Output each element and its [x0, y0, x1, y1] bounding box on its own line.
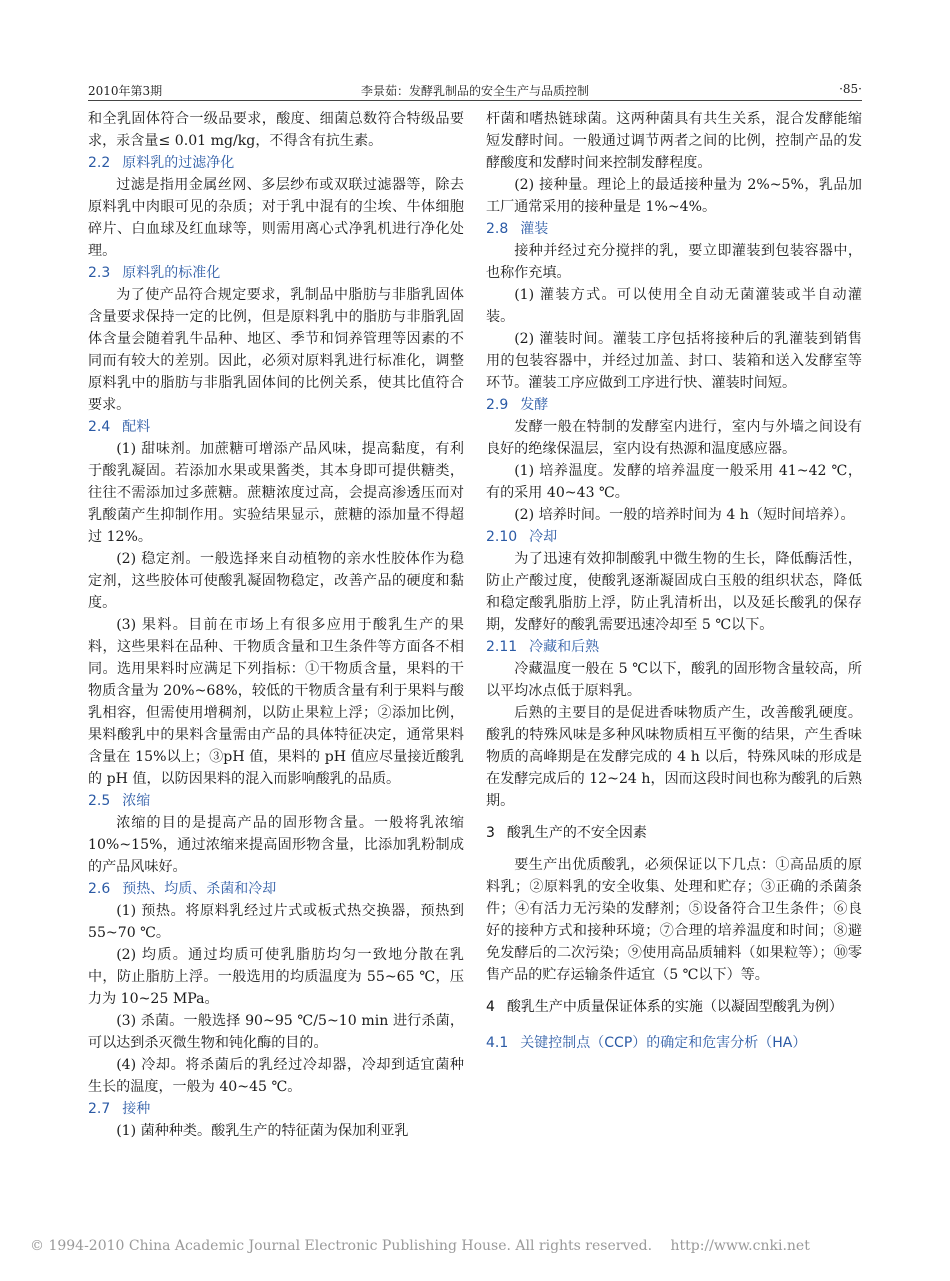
paragraph: (2) 稳定剂。一般选择来自动植物的亲水性胶体作为稳定剂，这些胶体可使酸乳凝固物稳定，改善产品的硬度和黏度。: [88, 551, 464, 611]
copyright-footer: [30, 1238, 824, 1254]
paragraph: (1) 菌种种类。酸乳生产的特征菌为保加利亚乳: [116, 1123, 409, 1139]
journal-issue: 2010年第3期: [88, 84, 163, 98]
section-heading-2-11: 2.11 冷藏和后熟: [486, 639, 600, 655]
paragraph: (4) 冷却。将杀菌后的乳经过冷却器，冷却到适宜菌种生长的温度，一般为 40~45 ℃。: [88, 1057, 464, 1095]
section-heading-2-8: 2.8 灌装: [486, 221, 549, 237]
copyright-text: © 1994-2010 China Academic Journal Electronic Publishing House. All rights reserved.: [30, 1238, 653, 1254]
paragraph: 发酵一般在特制的发酵室内进行，室内与外墙之间设有良好的绝缘保温层，室内设有热源和温度感应器。: [486, 419, 862, 457]
header-rule: [88, 100, 862, 101]
section-heading-4: 4 酸乳生产中质量保证体系的实施（以凝固型酸乳为例）: [486, 999, 843, 1015]
article-title: 李景茹：发酵乳制品的安全生产与品质控制: [360, 84, 589, 98]
paragraph: (1) 灌装方式。可以使用全自动无菌灌装或半自动灌装。: [486, 287, 862, 325]
running-header: [88, 82, 862, 98]
section-heading-4-1: 4.1 关键控制点（CCP）的确定和危害分析（HA）: [486, 1035, 807, 1051]
paragraph: 为了使产品符合规定要求，乳制品中脂肪与非脂乳固体含量要求保持一定的比例，但是原料乳中的脂肪与非脂乳固体含量会随着乳牛品种、地区、季节和饲养管理等因素的不同而有较大的差别。因此，必须对原料乳进行标准化，调整原料乳中的脂肪与非脂乳固体间的比例关系，使其比值符合要求。: [88, 287, 464, 413]
page-number: ·85·: [839, 82, 862, 96]
paragraph: 后熟的主要目的是促进香味物质产生，改善酸乳硬度。酸乳的特殊风味是多种风味物质相互平衡的结果，产生香味物质的高峰期是在发酵完成的 4 h 以后，特殊风味的形成是在发酵完成后的 12~24 h，因而这段时间也称为酸乳的后熟期。: [486, 705, 862, 809]
section-heading-2-9: 2.9 发酵: [486, 397, 549, 413]
paragraph: (2) 接种量。理论上的最适接种量为 2%~5%，乳品加工厂通常采用的接种量是 1%~4%。: [486, 177, 862, 215]
paragraph: 过滤是指用金属丝网、多层纱布或双联过滤器等，除去原料乳中肉眼可见的杂质；对于乳中混有的尘埃、牛体细胞碎片、白血球及红血球等，则需用离心式净乳机进行净化处理。: [88, 177, 464, 259]
paragraph: 要生产出优质酸乳，必须保证以下几点：①高品质的原料乳；②原料乳的安全收集、处理和贮存；③正确的杀菌条件；④有活力无污染的发酵剂；⑤设备符合卫生条件；⑥良好的接种方式和接种环境；⑦合理的培养温度和时间；⑧避免发酵后的二次污染；⑨使用高品质辅料（如果粒等）；⑩零售产品的贮存运输条件适宜（5 ℃以下）等。: [486, 857, 862, 983]
paragraph: 浓缩的目的是提高产品的固形物含量。一般将乳浓缩 10%~15%，通过浓缩来提高固形物含量，比添加乳粉制成的产品风味好。: [88, 815, 464, 875]
paragraph: 冷藏温度一般在 5 ℃以下，酸乳的固形物含量较高，所以平均冰点低于原料乳。: [486, 661, 862, 699]
paragraph: 为了迅速有效抑制酸乳中微生物的生长，降低酶活性，防止产酸过度，使酸乳逐渐凝固成白玉般的组织状态，降低和稳定酸乳脂肪上浮，防止乳清析出，以及延长酸乳的保存期，发酵好的酸乳需要迅速冷却至 5 ℃以下。: [486, 551, 862, 633]
right-column: [486, 108, 862, 1054]
left-column: [88, 108, 464, 1142]
section-heading-2-5: 2.5 浓缩: [88, 793, 151, 809]
paragraph: 接种并经过充分搅拌的乳，要立即灌装到包装容器中，也称作充填。: [486, 243, 862, 281]
paragraph: (1) 培养温度。发酵的培养温度一般采用 41~42 ℃，有的采用 40~43 ℃。: [486, 463, 862, 501]
paragraph: (3) 杀菌。一般选择 90~95 ℃/5~10 min 进行杀菌，可以达到杀灭微生物和钝化酶的目的。: [88, 1013, 464, 1051]
section-heading-2-7: 2.7 接种: [88, 1101, 151, 1117]
paragraph: 杆菌和嗜热链球菌。这两种菌具有共生关系，混合发酵能缩短发酵时间。一般通过调节两者之间的比例，控制产品的发酵酸度和发酵时间来控制发酵程度。: [486, 111, 862, 171]
paragraph: (2) 均质。通过均质可使乳脂肪均匀一致地分散在乳中，防止脂肪上浮。一般选用的均质温度为 55~65 ℃，压力为 10~25 MPa。: [88, 947, 464, 1007]
section-heading-2-3: 2.3 原料乳的标准化: [88, 265, 221, 281]
section-heading-2-2: 2.2 原料乳的过滤净化: [88, 155, 235, 171]
section-heading-2-10: 2.10 冷却: [486, 529, 558, 545]
paragraph: (1) 甜味剂。加蔗糖可增添产品风味，提高黏度，有利于酸乳凝固。若添加水果或果酱类，其本身即可提供糖类，往往不需添加过多蔗糖。蔗糖浓度过高，会提高渗透压而对乳酸菌产生抑制作用。实验结果显示，蔗糖的添加量不得超过 12%。: [88, 441, 464, 545]
paragraph: (2) 培养时间。一般的培养时间为 4 h（短时间培养）。: [514, 507, 855, 523]
paragraph: (3) 果料。目前在市场上有很多应用于酸乳生产的果料，这些果料在品种、干物质含量和卫生条件等方面各不相同。选用果料时应满足下列指标：①干物质含量，果料的干物质含量为 20%~68%，较低的干物质含量有利于果料与酸乳相容，但需使用增稠剂，以防止果粒上浮；②添加比例，果料酸乳中的果料含量需由产品的具体特征决定，通常果料含量在 15%以上；③pH 值，果料的 pH 值应尽量接近酸乳的 pH 值，以防因果料的混入而影响酸乳的品质。: [88, 617, 464, 787]
paragraph: 和全乳固体符合一级品要求，酸度、细菌总数符合特级品要求，汞含量≤ 0.01 mg/kg，不得含有抗生素。: [88, 111, 464, 149]
paragraph: (1) 预热。将原料乳经过片式或板式热交换器，预热到 55~70 ℃。: [88, 903, 464, 941]
paragraph: (2) 灌装时间。灌装工序包括将接种后的乳灌装到销售用的包装容器中，并经过加盖、封口、装箱和送入发酵室等环节。灌装工序应做到工序进行快、灌装时间短。: [486, 331, 862, 391]
footer-url[interactable]: http://www.cnki.net: [670, 1238, 810, 1254]
section-heading-2-4: 2.4 配料: [88, 419, 151, 435]
section-heading-3: 3 酸乳生产的不安全因素: [486, 825, 647, 841]
section-heading-2-6: 2.6 预热、均质、杀菌和冷却: [88, 881, 277, 897]
